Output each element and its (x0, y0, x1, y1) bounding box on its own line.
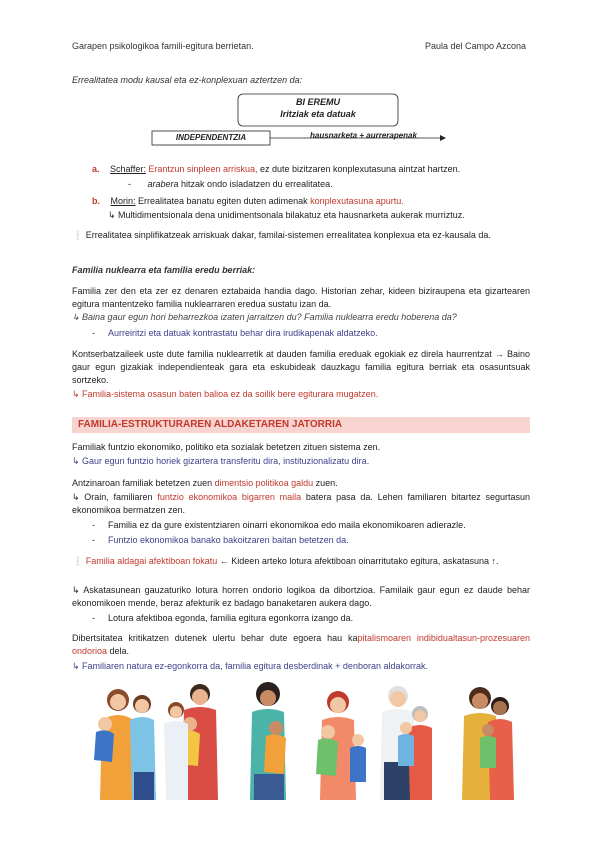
s4-c: dela. (107, 646, 130, 657)
item-a-red: Erantzun sinpleen arriskua, (148, 164, 258, 174)
s3-line2: ↳ Askatasunean gauzaturiko lotura horren ondorio logikoa da dibortzioa. Familaik gaur egun ez daude behar ekonomikoen mende, beraz afekturik ez badago banaketaren aukera dago. (72, 585, 530, 609)
header-title: Garapen psikologikoa famili-egitura berrietan. (72, 41, 254, 51)
item-b-text: Errealitatea banatu egiten duten adimenak (135, 196, 311, 206)
s3-red: ❕ Familia aldagai afektiboan fokatu (72, 556, 218, 566)
s2-line1-c: zuen. (313, 478, 338, 488)
diagram-top-line2: Iritziak eta datuak (280, 109, 356, 119)
item-a-rest: ez dute bizitzaren konplexutasuna aintzat hartzen. (257, 164, 461, 174)
paragraph-1-question: ↳ Baina gaur egun hori beharrezkoa izaten jarraitzen du? Familia nuklearra eredu hoberena da? (72, 312, 457, 322)
s4-a: Dibertsitatea kritikatzen dutenek ulertu behar dute egoera hau ka (72, 633, 358, 643)
item-a-sub (128, 178, 333, 191)
diagram-right-label: hausnarketa + aurrerapenak (310, 131, 417, 140)
s2-line1-a: Antzinaroan familiak betetzen zuen (72, 478, 215, 488)
s3-dash1: - (92, 613, 95, 623)
s3-dash1-text: Lotura afektiboa egonda, familia egitura egonkorra izango da. (108, 613, 354, 623)
families-illustration-svg (80, 682, 540, 807)
item-a-sub-dash: - (128, 179, 131, 189)
families-illustration (80, 682, 540, 807)
diagram-left-label: INDEPENDENTZIA (175, 133, 247, 142)
s2-line2-red: funtzio ekonomikoa bigarren maila (157, 492, 302, 502)
section-heading: FAMILIA-ESTRUKTURAREN ALDAKETAREN JATORRIA (72, 417, 530, 433)
s2-dash2: - (92, 535, 95, 545)
item-a-name: Schaffer: (110, 164, 146, 174)
s2-line2 (72, 491, 530, 517)
item-b (92, 195, 404, 208)
subsection-title: Familia nuklearra eta familia eredu berriak: (72, 265, 256, 275)
s4-line1 (72, 632, 530, 658)
diagram (150, 92, 450, 148)
item-a-sub-italic: arabera (147, 179, 179, 189)
paragraph-1: Familia zer den eta zer ez denaren eztabaida handia dago. Historian zehar, kideen biziraupena eta gizartearen egitura mantentzeko familia nuklearraren eredua sustatu izan da. (72, 286, 530, 310)
diagram-top-line1: BI EREMU (295, 97, 340, 107)
item-b-red: konplexutasuna apurtu. (310, 196, 404, 206)
paragraph-2-red: ↳ Familia-sistema osasun baten balioa ez da soilik bere egiturara mugatzen. (72, 389, 379, 399)
s2-line1 (72, 477, 338, 490)
s1-line1: Familiak funtzio ekonomiko, politiko eta sozialak betetzen zituen sistema zen. (72, 442, 381, 452)
paragraph-1-dash: - (92, 328, 95, 338)
s4-red: pitalismoaren indibidualtasun-prozesuaren ondorioa (72, 633, 530, 657)
item-a (92, 163, 460, 176)
item-b-name: Morin: (110, 196, 136, 206)
item-a-sub-rest: hitzak ondo isladatzen du errealitatea. (178, 179, 333, 189)
s2-dash2-text: Funtzio ekonomikoa banako bakoitzaren baitan betetzen da. (108, 535, 349, 545)
header-author: Paula del Campo Azcona (425, 41, 527, 51)
intro-text: Errealitatea modu kausal eta ez-konplexuan aztertzen da: (72, 75, 303, 85)
s2-dash1: - (92, 520, 95, 530)
warning-1: ❕ Errealitatea sinplifikatzeak arriskuak dakar, familai-sistemen errealitatea konplexua eta ez-kausala da. (72, 230, 491, 240)
s3-line1 (72, 555, 530, 568)
item-a-marker: a. (92, 164, 100, 174)
item-b-sub: ↳ Multidimentsionala dena unidimentsonala bilakatuz eta hausnarketa aukerak murriztuz. (108, 210, 465, 220)
s4-line2: ↳ Familiaren natura ez-egonkorra da, familia egitura desberdinak + denboran aldakorrak. (72, 661, 428, 671)
item-b-marker: b. (92, 196, 100, 206)
s2-line1-red: dimentsio politikoa galdu (214, 478, 314, 488)
s3-rest: ← Kideen arteko lotura afektiboan oinarritutako egitura, askatasuna ↑. (217, 556, 499, 566)
paragraph-1-dash-text: Aurreiritzi eta datuak kontrastatu behar dira irudikapenak aldatzeko. (108, 328, 378, 338)
s2-dash1-text: Familia ez da gure existentziaren oinarri ekonomikoa edo maila ekonomikoaren adierazle. (108, 520, 466, 530)
s1-line2: ↳ Gaur egun funtzio horiek gizartera transferitu dira, instituzionalizatu dira. (72, 456, 370, 466)
paragraph-2: Kontserbatzaileek uste dute familia nuklearretik at dauden familia ereduak egokiak ez direla haurrentzat → Baino gaur egun gizakiak independienteak gara eta eskubideak dauzkagu familia egitura berriak eta osasuntsuak sortzeko. (72, 349, 530, 386)
s2-line2-a: ↳ Orain, familiaren (72, 492, 158, 502)
s2-line2-c: batera pasa da. Lehen familiaren bitartez segurtasun ekonomikoa bermatzen zen. (72, 492, 531, 516)
